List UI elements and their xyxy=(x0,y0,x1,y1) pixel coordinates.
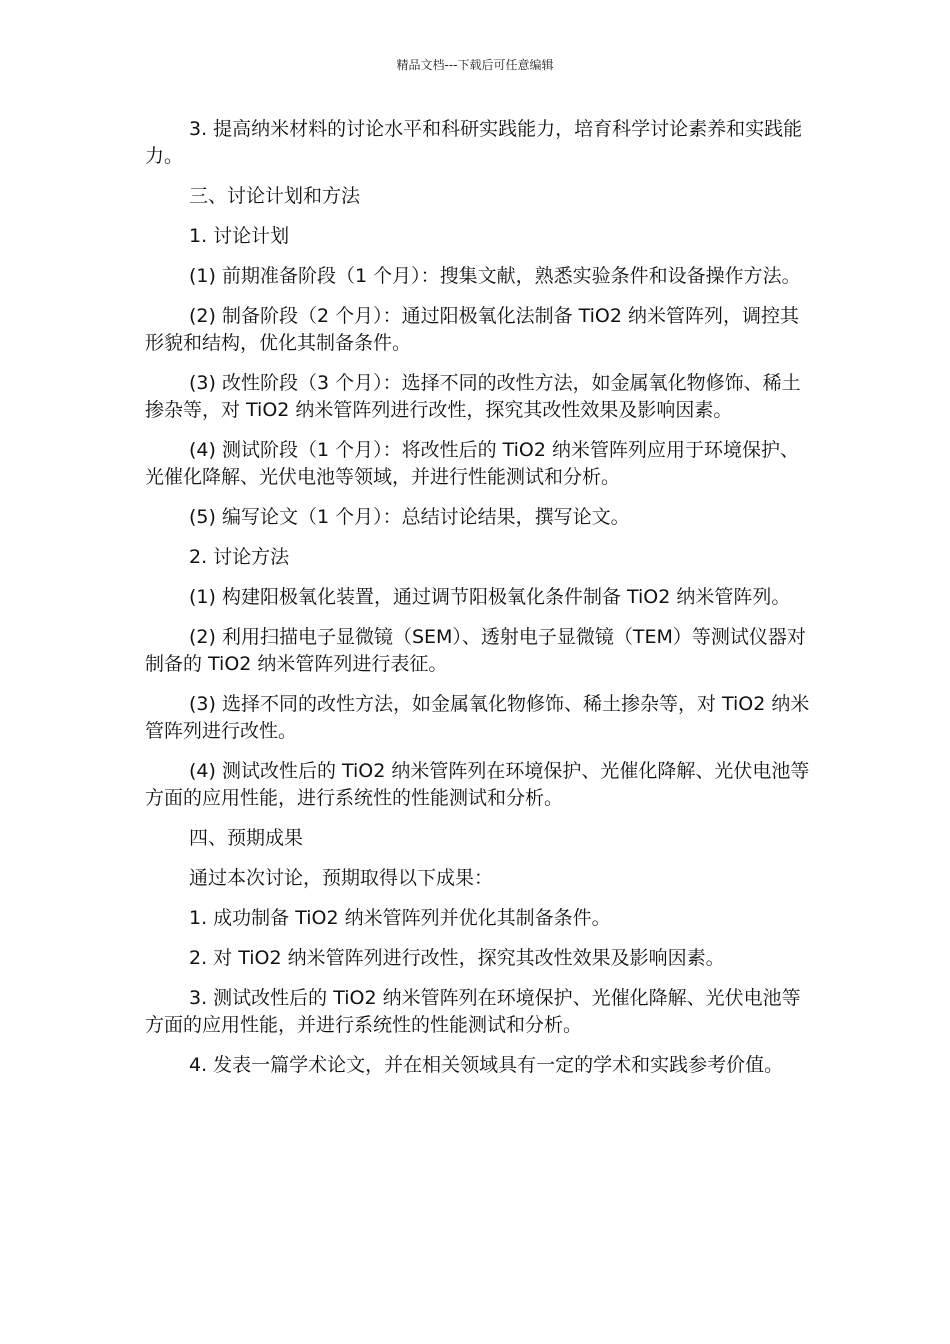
method-item-3: (3) 选择不同的改性方法，如金属氧化物修饰、稀土掺杂等，对 TiO2 纳米管阵列进行改性。 xyxy=(145,693,810,742)
result-item-2: 2. 对 TiO2 纳米管阵列进行改性，探究其改性效果及影响因素。 xyxy=(189,947,725,969)
method-item-4: (4) 测试改性后的 TiO2 纳米管阵列在环境保护、光催化降解、光伏电池等方面的应用性能，进行系统性的性能测试和分析。 xyxy=(145,760,810,809)
result-item-3: 3. 测试改性后的 TiO2 纳米管阵列在环境保护、光催化降解、光伏电池等方面的应用性能，并进行系统性的性能测试和分析。 xyxy=(145,987,801,1036)
paragraph-goal-3: 3. 提高纳米材料的讨论水平和科研实践能力，培育科学讨论素养和实践能力。 xyxy=(145,118,803,167)
plan-item-2: (2) 制备阶段（2 个月）：通过阳极氧化法制备 TiO2 纳米管阵列，调控其形貌和结构，优化其制备条件。 xyxy=(145,305,800,354)
result-item-1: 1. 成功制备 TiO2 纳米管阵列并优化其制备条件。 xyxy=(189,907,611,929)
page-header: 精品文档---下载后可任意编辑 xyxy=(396,58,554,72)
results-intro: 通过本次讨论，预期取得以下成果： xyxy=(189,867,494,889)
method-item-2: (2) 利用扫描电子显微镜（SEM）、透射电子显微镜（TEM）等测试仪器对制备的 TiO2 纳米管阵列进行表征。 xyxy=(145,626,806,675)
section-heading-expected-results: 四、预期成果 xyxy=(189,827,304,849)
subheading-methods: 2. 讨论方法 xyxy=(189,546,290,568)
section-heading-plan-methods: 三、讨论计划和方法 xyxy=(189,185,361,207)
plan-item-4: (4) 测试阶段（1 个月）：将改性后的 TiO2 纳米管阵列应用于环境保护、光催化降解、光伏电池等领域，并进行性能测试和分析。 xyxy=(145,439,800,488)
subheading-plan: 1. 讨论计划 xyxy=(189,225,290,247)
document-body xyxy=(145,116,817,1092)
result-item-4: 4. 发表一篇学术论文，并在相关领域具有一定的学术和实践参考价值。 xyxy=(189,1054,784,1076)
method-item-1: (1) 构建阳极氧化装置，通过调节阳极氧化条件制备 TiO2 纳米管阵列。 xyxy=(189,586,791,608)
plan-item-1: (1) 前期准备阶段（1 个月）：搜集文献，熟悉实验条件和设备操作方法。 xyxy=(189,265,801,287)
plan-item-5: (5) 编写论文（1 个月）：总结讨论结果，撰写论文。 xyxy=(189,506,630,528)
plan-item-3: (3) 改性阶段（3 个月）：选择不同的改性方法，如金属氧化物修饰、稀土掺杂等，对 TiO2 纳米管阵列进行改性，探究其改性效果及影响因素。 xyxy=(145,372,801,421)
